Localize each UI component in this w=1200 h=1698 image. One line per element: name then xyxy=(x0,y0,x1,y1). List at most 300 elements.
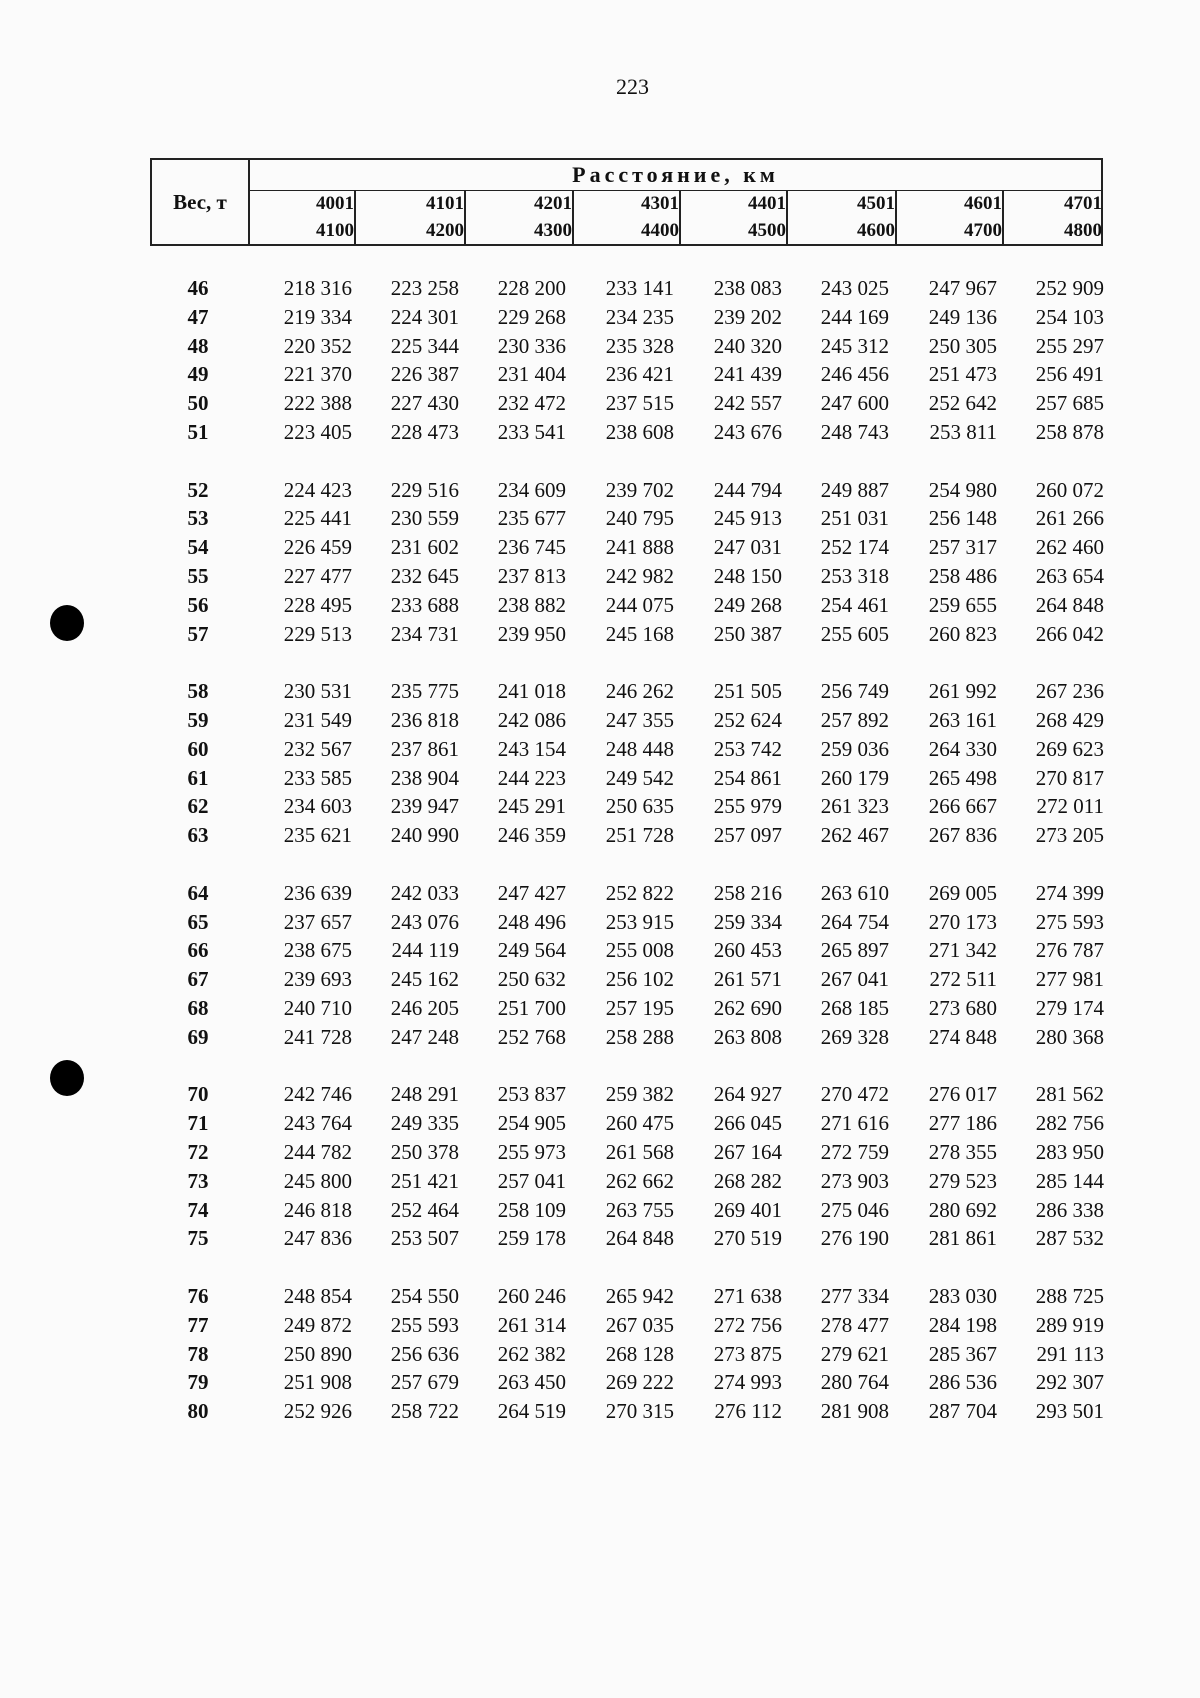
value-cell: 259 655 xyxy=(928,592,997,617)
weight-cell: 80 xyxy=(187,1399,209,1424)
value-cell: 281 562 xyxy=(1035,1082,1104,1107)
value-cell: 248 854 xyxy=(283,1284,352,1308)
value-cell: 252 822 xyxy=(605,880,674,905)
value-cell: 276 017 xyxy=(928,1082,997,1107)
value-cell: 255 008 xyxy=(605,938,674,963)
range-from: 4101 xyxy=(361,190,466,217)
value-cell: 265 942 xyxy=(605,1284,674,1308)
value-cell: 236 421 xyxy=(605,362,674,387)
weight-cell: 57 xyxy=(187,621,209,646)
value-cell: 263 610 xyxy=(820,880,889,905)
value-cell: 275 046 xyxy=(820,1197,889,1222)
value-cell: 250 632 xyxy=(497,967,566,992)
value-cell: 273 903 xyxy=(820,1168,889,1193)
value-cell: 275 593 xyxy=(1035,909,1104,934)
value-cell: 260 072 xyxy=(1035,477,1104,502)
weight-cell: 75 xyxy=(187,1226,209,1251)
value-cell: 235 775 xyxy=(390,679,459,704)
weight-cell: 63 xyxy=(187,823,209,848)
value-cell: 251 031 xyxy=(820,506,889,531)
value-cell: 261 992 xyxy=(928,679,997,704)
value-cell: 257 317 xyxy=(928,535,997,560)
value-cell: 233 541 xyxy=(497,420,566,444)
value-cell: 250 387 xyxy=(713,621,782,646)
value-cell: 255 979 xyxy=(713,794,782,819)
value-cell: 273 680 xyxy=(928,996,997,1020)
value-cell: 229 516 xyxy=(390,477,459,502)
value-cell: 292 307 xyxy=(1035,1370,1104,1395)
value-cell: 248 291 xyxy=(390,1082,459,1107)
value-cell: 273 205 xyxy=(1035,823,1104,848)
table-row xyxy=(150,362,1103,391)
value-cell: 249 542 xyxy=(605,765,674,790)
value-cell: 243 764 xyxy=(283,1111,352,1136)
value-cell: 248 496 xyxy=(497,909,566,934)
value-cell: 264 848 xyxy=(605,1226,674,1251)
value-cell: 267 236 xyxy=(1035,679,1104,704)
value-cell: 259 382 xyxy=(605,1082,674,1107)
value-cell: 231 602 xyxy=(390,535,459,560)
value-cell: 268 128 xyxy=(605,1341,674,1366)
value-cell: 258 486 xyxy=(928,564,997,588)
value-cell: 249 335 xyxy=(390,1111,459,1136)
value-cell: 257 097 xyxy=(713,823,782,848)
value-cell: 244 119 xyxy=(391,938,459,963)
value-cell: 288 725 xyxy=(1035,1284,1104,1308)
value-cell: 249 268 xyxy=(713,592,782,617)
value-cell: 268 429 xyxy=(1035,708,1104,732)
value-cell: 269 401 xyxy=(713,1197,782,1222)
value-cell: 246 456 xyxy=(820,362,889,387)
value-cell: 237 861 xyxy=(390,736,459,761)
value-cell: 256 148 xyxy=(928,506,997,531)
table-row xyxy=(150,1082,1103,1111)
value-cell: 282 756 xyxy=(1035,1111,1104,1136)
value-cell: 236 818 xyxy=(390,708,459,732)
value-cell: 260 453 xyxy=(713,938,782,963)
value-cell: 245 162 xyxy=(390,967,459,992)
weight-cell: 76 xyxy=(187,1284,209,1308)
value-cell: 286 338 xyxy=(1035,1197,1104,1222)
distance-range-header xyxy=(899,190,1006,244)
value-cell: 270 173 xyxy=(928,909,997,934)
value-cell: 251 700 xyxy=(497,996,566,1020)
value-cell: 280 368 xyxy=(1035,1024,1104,1049)
value-cell: 260 823 xyxy=(928,621,997,646)
value-cell: 285 144 xyxy=(1035,1168,1104,1193)
value-cell: 241 728 xyxy=(283,1024,352,1049)
value-cell: 251 908 xyxy=(283,1370,352,1395)
value-cell: 283 950 xyxy=(1035,1140,1104,1164)
value-cell: 247 248 xyxy=(390,1024,459,1049)
value-cell: 231 404 xyxy=(497,362,566,387)
range-from: 4201 xyxy=(469,190,574,217)
range-from: 4501 xyxy=(792,190,897,217)
value-cell: 225 441 xyxy=(283,506,352,531)
value-cell: 263 755 xyxy=(605,1197,674,1222)
value-cell: 277 186 xyxy=(928,1111,997,1136)
value-cell: 239 947 xyxy=(390,794,459,819)
value-cell: 270 519 xyxy=(713,1226,782,1251)
value-cell: 244 169 xyxy=(820,304,889,329)
value-cell: 270 817 xyxy=(1035,765,1104,790)
value-cell: 284 198 xyxy=(928,1312,997,1337)
value-cell: 239 702 xyxy=(605,477,674,502)
value-cell: 253 811 xyxy=(929,420,997,444)
table-row xyxy=(150,1342,1103,1371)
value-cell: 233 688 xyxy=(390,592,459,617)
value-cell: 258 878 xyxy=(1035,420,1104,444)
table-row xyxy=(150,622,1103,651)
value-cell: 267 164 xyxy=(713,1140,782,1164)
value-cell: 243 025 xyxy=(820,276,889,300)
value-cell: 260 246 xyxy=(497,1284,566,1308)
value-cell: 257 195 xyxy=(605,996,674,1020)
table-header xyxy=(150,158,1103,246)
table-row xyxy=(150,1284,1103,1313)
value-cell: 221 370 xyxy=(283,362,352,387)
value-cell: 247 031 xyxy=(713,535,782,560)
value-cell: 256 636 xyxy=(390,1341,459,1366)
value-cell: 246 205 xyxy=(390,996,459,1020)
value-cell: 251 473 xyxy=(928,362,997,387)
weight-cell: 55 xyxy=(187,564,209,588)
value-cell: 286 536 xyxy=(928,1370,997,1395)
table-row xyxy=(150,1169,1103,1198)
weight-cell: 53 xyxy=(187,506,209,531)
value-cell: 219 334 xyxy=(283,304,352,329)
value-cell: 291 113 xyxy=(1036,1341,1104,1366)
table-row xyxy=(150,276,1103,305)
weight-cell: 66 xyxy=(187,938,209,963)
value-cell: 281 908 xyxy=(820,1399,889,1424)
value-cell: 277 981 xyxy=(1035,967,1104,992)
table-row xyxy=(150,1226,1103,1255)
value-cell: 271 616 xyxy=(820,1111,889,1136)
weight-cell: 60 xyxy=(187,736,209,761)
table-row xyxy=(150,708,1103,737)
value-cell: 223 405 xyxy=(283,420,352,444)
table-row xyxy=(150,794,1103,823)
value-cell: 289 919 xyxy=(1035,1312,1104,1337)
value-cell: 287 532 xyxy=(1035,1226,1104,1251)
weight-column-header: Вес, т xyxy=(152,160,250,244)
value-cell: 263 654 xyxy=(1035,564,1104,588)
weight-cell: 47 xyxy=(187,304,209,329)
value-cell: 243 076 xyxy=(390,909,459,934)
value-cell: 245 168 xyxy=(605,621,674,646)
value-cell: 272 011 xyxy=(1036,794,1104,819)
weight-cell: 49 xyxy=(187,362,209,387)
value-cell: 257 685 xyxy=(1035,391,1104,416)
value-cell: 244 075 xyxy=(605,592,674,617)
weight-cell: 51 xyxy=(187,420,209,444)
value-cell: 265 498 xyxy=(928,765,997,790)
weight-cell: 61 xyxy=(187,765,209,790)
value-cell: 252 642 xyxy=(928,391,997,416)
value-cell: 224 423 xyxy=(283,477,352,502)
weight-cell: 62 xyxy=(187,794,209,819)
value-cell: 262 690 xyxy=(713,996,782,1020)
range-to: 4600 xyxy=(792,217,897,244)
value-cell: 230 336 xyxy=(497,333,566,358)
value-cell: 261 323 xyxy=(820,794,889,819)
value-cell: 269 328 xyxy=(820,1024,889,1049)
table-row xyxy=(150,506,1103,535)
value-cell: 253 318 xyxy=(820,564,889,588)
value-cell: 218 316 xyxy=(283,276,352,300)
value-cell: 268 282 xyxy=(713,1168,782,1193)
table-row xyxy=(150,938,1103,967)
table-row xyxy=(150,766,1103,795)
value-cell: 260 179 xyxy=(820,765,889,790)
value-cell: 264 330 xyxy=(928,736,997,761)
value-cell: 242 086 xyxy=(497,708,566,732)
value-cell: 242 557 xyxy=(713,391,782,416)
value-cell: 227 430 xyxy=(390,391,459,416)
weight-cell: 67 xyxy=(187,967,209,992)
value-cell: 257 679 xyxy=(390,1370,459,1395)
value-cell: 234 235 xyxy=(605,304,674,329)
value-cell: 256 491 xyxy=(1035,362,1104,387)
value-cell: 274 993 xyxy=(713,1370,782,1395)
value-cell: 268 185 xyxy=(820,996,889,1020)
value-cell: 255 297 xyxy=(1035,333,1104,358)
weight-cell: 56 xyxy=(187,592,209,617)
table-row xyxy=(150,1370,1103,1399)
value-cell: 236 745 xyxy=(497,535,566,560)
value-cell: 220 352 xyxy=(283,333,352,358)
value-cell: 235 621 xyxy=(283,823,352,848)
value-cell: 265 897 xyxy=(820,938,889,963)
value-cell: 245 291 xyxy=(497,794,566,819)
table-row xyxy=(150,881,1103,910)
value-cell: 279 174 xyxy=(1035,996,1104,1020)
value-cell: 262 467 xyxy=(820,823,889,848)
value-cell: 250 378 xyxy=(390,1140,459,1164)
value-cell: 247 600 xyxy=(820,391,889,416)
value-cell: 262 460 xyxy=(1035,535,1104,560)
value-cell: 267 035 xyxy=(605,1312,674,1337)
value-cell: 252 768 xyxy=(497,1024,566,1049)
value-cell: 251 421 xyxy=(390,1168,459,1193)
value-cell: 228 473 xyxy=(390,420,459,444)
value-cell: 269 623 xyxy=(1035,736,1104,761)
table-row xyxy=(150,478,1103,507)
value-cell: 239 202 xyxy=(713,304,782,329)
range-from: 4001 xyxy=(251,190,356,217)
table-row xyxy=(150,305,1103,334)
value-cell: 258 216 xyxy=(713,880,782,905)
value-cell: 254 980 xyxy=(928,477,997,502)
value-cell: 249 564 xyxy=(497,938,566,963)
value-cell: 281 861 xyxy=(928,1226,997,1251)
value-cell: 234 731 xyxy=(390,621,459,646)
weight-cell: 74 xyxy=(187,1197,209,1222)
value-cell: 228 200 xyxy=(497,276,566,300)
value-cell: 237 515 xyxy=(605,391,674,416)
value-cell: 233 141 xyxy=(605,276,674,300)
value-cell: 262 382 xyxy=(497,1341,566,1366)
value-cell: 269 005 xyxy=(928,880,997,905)
value-cell: 252 174 xyxy=(820,535,889,560)
value-cell: 276 787 xyxy=(1035,938,1104,963)
value-cell: 293 501 xyxy=(1035,1399,1104,1424)
distance-range-header xyxy=(997,190,1104,244)
weight-cell: 72 xyxy=(187,1140,209,1164)
value-cell: 227 477 xyxy=(283,564,352,588)
value-cell: 273 875 xyxy=(713,1341,782,1366)
value-cell: 249 136 xyxy=(928,304,997,329)
value-cell: 238 608 xyxy=(605,420,674,444)
table-row xyxy=(150,535,1103,564)
table-row xyxy=(150,1025,1103,1054)
weight-cell: 78 xyxy=(187,1341,209,1366)
value-cell: 248 448 xyxy=(605,736,674,761)
value-cell: 274 848 xyxy=(928,1024,997,1049)
distance-range-header xyxy=(792,190,899,244)
value-cell: 263 808 xyxy=(713,1024,782,1049)
value-cell: 272 759 xyxy=(820,1140,889,1164)
value-cell: 264 519 xyxy=(497,1399,566,1424)
value-cell: 266 042 xyxy=(1035,621,1104,646)
value-cell: 280 692 xyxy=(928,1197,997,1222)
value-cell: 255 605 xyxy=(820,621,889,646)
weight-cell: 46 xyxy=(187,276,209,300)
value-cell: 241 018 xyxy=(497,679,566,704)
value-cell: 234 609 xyxy=(497,477,566,502)
weight-cell: 70 xyxy=(187,1082,209,1107)
value-cell: 232 645 xyxy=(390,564,459,588)
value-cell: 247 355 xyxy=(605,708,674,732)
table-row xyxy=(150,1198,1103,1227)
value-cell: 244 794 xyxy=(713,477,782,502)
weight-cell: 64 xyxy=(187,880,209,905)
table-row xyxy=(150,564,1103,593)
weight-cell: 69 xyxy=(187,1024,209,1049)
distance-range-header xyxy=(683,190,790,244)
value-cell: 226 459 xyxy=(283,535,352,560)
value-cell: 263 161 xyxy=(928,708,997,732)
value-cell: 224 301 xyxy=(390,304,459,329)
range-to: 4200 xyxy=(361,217,466,244)
value-cell: 267 041 xyxy=(820,967,889,992)
value-cell: 285 367 xyxy=(928,1341,997,1366)
value-cell: 264 848 xyxy=(1035,592,1104,617)
value-cell: 244 782 xyxy=(283,1140,352,1164)
value-cell: 249 872 xyxy=(283,1312,352,1337)
table-row xyxy=(150,1313,1103,1342)
value-cell: 271 342 xyxy=(928,938,997,963)
value-cell: 241 439 xyxy=(713,362,782,387)
value-cell: 242 033 xyxy=(390,880,459,905)
value-cell: 248 150 xyxy=(713,564,782,588)
value-cell: 270 315 xyxy=(605,1399,674,1424)
value-cell: 272 511 xyxy=(929,967,997,992)
value-cell: 253 837 xyxy=(497,1082,566,1107)
value-cell: 229 513 xyxy=(283,621,352,646)
value-cell: 271 638 xyxy=(713,1284,782,1308)
value-cell: 279 523 xyxy=(928,1168,997,1193)
value-cell: 235 328 xyxy=(605,333,674,358)
value-cell: 259 178 xyxy=(497,1226,566,1251)
table-row xyxy=(150,334,1103,363)
weight-cell: 54 xyxy=(187,535,209,560)
weight-cell: 52 xyxy=(187,477,209,502)
table-row xyxy=(150,823,1103,852)
value-cell: 234 603 xyxy=(283,794,352,819)
value-cell: 240 990 xyxy=(390,823,459,848)
value-cell: 240 320 xyxy=(713,333,782,358)
value-cell: 242 746 xyxy=(283,1082,352,1107)
value-cell: 238 882 xyxy=(497,592,566,617)
value-cell: 247 427 xyxy=(497,880,566,905)
range-to: 4400 xyxy=(576,217,681,244)
value-cell: 256 749 xyxy=(820,679,889,704)
value-cell: 287 704 xyxy=(928,1399,997,1424)
value-cell: 241 888 xyxy=(605,535,674,560)
value-cell: 253 742 xyxy=(713,736,782,761)
range-to: 4300 xyxy=(469,217,574,244)
value-cell: 239 950 xyxy=(497,621,566,646)
table-row xyxy=(150,1111,1103,1140)
value-cell: 258 109 xyxy=(497,1197,566,1222)
value-cell: 266 667 xyxy=(928,794,997,819)
table-row xyxy=(150,737,1103,766)
value-cell: 249 887 xyxy=(820,477,889,502)
value-cell: 261 314 xyxy=(497,1312,566,1337)
table-row xyxy=(150,967,1103,996)
value-cell: 252 909 xyxy=(1035,276,1104,300)
value-cell: 259 334 xyxy=(713,909,782,934)
value-cell: 254 861 xyxy=(713,765,782,790)
distance-range-header xyxy=(469,190,576,244)
weight-cell: 58 xyxy=(187,679,209,704)
table-row xyxy=(150,1399,1103,1428)
weight-cell: 65 xyxy=(187,909,209,934)
value-cell: 264 754 xyxy=(820,909,889,934)
value-cell: 259 036 xyxy=(820,736,889,761)
value-cell: 252 624 xyxy=(713,708,782,732)
page-number: 223 xyxy=(616,74,649,99)
value-cell: 260 475 xyxy=(605,1111,674,1136)
value-cell: 277 334 xyxy=(820,1284,889,1308)
distance-range-header xyxy=(576,190,683,244)
range-to: 4500 xyxy=(683,217,788,244)
value-cell: 245 913 xyxy=(713,506,782,531)
range-to: 4800 xyxy=(1064,220,1102,241)
value-cell: 280 764 xyxy=(820,1370,889,1395)
value-cell: 252 926 xyxy=(283,1399,352,1424)
value-cell: 235 677 xyxy=(497,506,566,531)
value-cell: 222 388 xyxy=(283,391,352,416)
value-cell: 278 477 xyxy=(820,1312,889,1337)
punch-hole-mark xyxy=(50,605,84,641)
weight-cell: 59 xyxy=(187,708,209,732)
value-cell: 258 722 xyxy=(390,1399,459,1424)
value-cell: 276 112 xyxy=(714,1399,782,1424)
value-cell: 266 045 xyxy=(713,1111,782,1136)
value-cell: 261 568 xyxy=(605,1140,674,1164)
value-cell: 228 495 xyxy=(283,592,352,617)
weight-cell: 71 xyxy=(187,1111,209,1136)
table-row xyxy=(150,996,1103,1025)
value-cell: 255 973 xyxy=(497,1140,566,1164)
value-cell: 226 387 xyxy=(390,362,459,387)
value-cell: 240 795 xyxy=(605,506,674,531)
value-cell: 239 693 xyxy=(283,967,352,992)
value-cell: 283 030 xyxy=(928,1284,997,1308)
